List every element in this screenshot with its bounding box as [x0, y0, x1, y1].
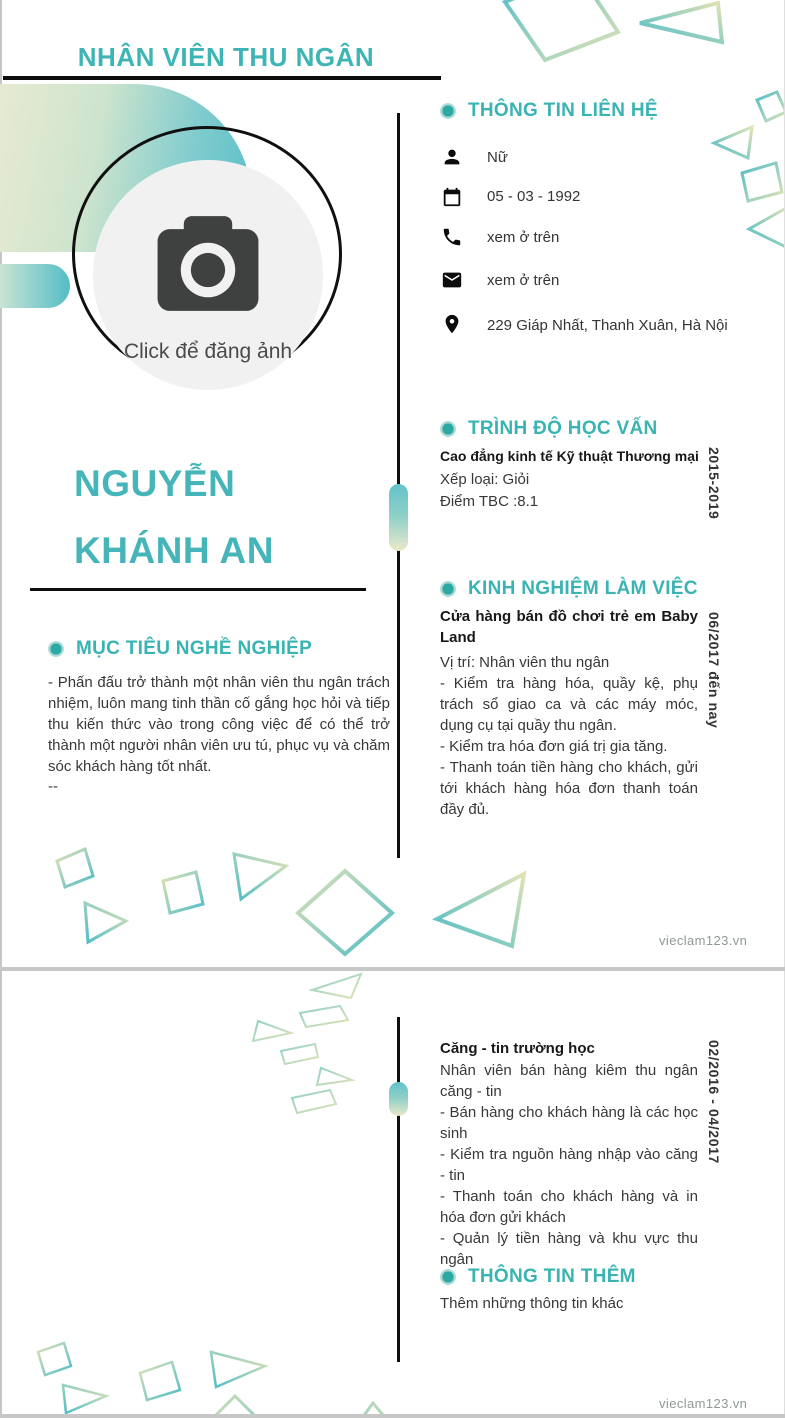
experience-line: - Bán hàng cho khách hàng là các học sinh: [440, 1104, 698, 1142]
experience-line: - Kiểm tra hàng hóa, quầy kệ, phụ trách sổ giao ca và các máy móc, dụng cụ tại quầy thu ngân.: [440, 675, 698, 734]
section-education-header: [440, 418, 658, 440]
email-icon: [441, 269, 463, 291]
section-bullet-icon: [440, 1269, 456, 1285]
watermark: vieclam123.vn: [659, 1396, 748, 1411]
divider-capsule-page2: [389, 1082, 408, 1116]
section-bullet-icon: [440, 103, 456, 119]
phone-icon: [441, 226, 463, 248]
title-underline: [3, 76, 441, 80]
experience-line: - Kiểm tra hóa đơn giá trị gia tăng.: [440, 738, 668, 755]
education-period[interactable]: 2015-2019: [706, 447, 722, 520]
section-contact-title: THÔNG TIN LIÊN HỆ: [468, 100, 658, 121]
section-additional-header: [440, 1266, 636, 1288]
section-bullet-icon: [440, 421, 456, 437]
decor-shapes-top-page2: [20, 972, 400, 1152]
page-edge-bottom: [0, 1414, 785, 1418]
watermark: vieclam123.vn: [659, 933, 748, 948]
section-objective-header: [48, 638, 312, 660]
education-rank[interactable]: Xếp loại: Giỏi: [440, 471, 530, 488]
experience-period[interactable]: 06/2017 đến nay: [706, 612, 722, 729]
experience-line: - Thanh toán tiền hàng cho khách, gửi tới khách hàng hóa đơn thanh toán đầy đủ.: [440, 759, 698, 818]
person-icon: [441, 146, 463, 168]
section-additional-title: THÔNG TIN THÊM: [468, 1266, 636, 1287]
section-objective-title: MỤC TIÊU NGHỀ NGHIỆP: [76, 638, 313, 659]
photo-upload-button[interactable]: [93, 160, 323, 390]
calendar-icon: [441, 186, 463, 208]
contact-email[interactable]: xem ở trên: [487, 272, 560, 289]
additional-text[interactable]: Thêm những thông tin khác: [440, 1295, 624, 1312]
section-bullet-icon: [48, 641, 64, 657]
candidate-name-line1: NGUYỄN: [74, 463, 236, 504]
contact-birthdate[interactable]: 05 - 03 - 1992: [487, 188, 581, 205]
experience-line: - Thanh toán cho khách hàng và in hóa đơn gửi khách: [440, 1188, 698, 1226]
location-icon: [441, 313, 463, 335]
page-break: [0, 967, 785, 971]
experience-employer[interactable]: Cửa hàng bán đồ chơi trẻ em Baby Land: [440, 608, 698, 646]
candidate-name[interactable]: [74, 450, 274, 584]
objective-trailer[interactable]: --: [48, 778, 58, 795]
decor-pill: [0, 264, 70, 308]
contact-address[interactable]: 229 Giáp Nhất, Thanh Xuân, Hà Nội: [487, 317, 728, 334]
contact-gender[interactable]: Nữ: [487, 149, 508, 166]
education-gpa[interactable]: Điểm TBC :8.1: [440, 493, 539, 510]
objective-text[interactable]: - Phấn đấu trở thành một nhân viên thu ngân trách nhiệm, luôn mang tinh thần cố gắng học hỏi và tiếp thu kiến thức vào trong công việc để có thể trở thành một người nhân viên ưu tú, phục vụ và chăm sóc khách hàng tốt nhất.: [48, 674, 390, 775]
experience-line: - Quản lý tiền hàng và khu vực thu ngân: [440, 1230, 698, 1268]
divider-line-page2: [397, 1017, 400, 1362]
job-title[interactable]: NHÂN VIÊN THU NGÂN: [77, 42, 375, 72]
decor-shapes-bottom-page2: [25, 1330, 455, 1418]
experience-line: - Kiểm tra nguồn hàng nhập vào căng - tin: [440, 1146, 698, 1184]
experience-period[interactable]: 02/2016 - 04/2017: [706, 1040, 722, 1164]
education-school[interactable]: Cao đẳng kinh tế Kỹ thuật Thương mại: [440, 448, 699, 464]
photo-upload-label: Click để đăng ảnh: [123, 340, 293, 363]
contact-phone[interactable]: xem ở trên: [487, 229, 560, 246]
section-contact-header: [440, 100, 658, 122]
experience-details[interactable]: [440, 1060, 698, 1270]
experience-employer[interactable]: Căng - tin trường học: [440, 1040, 595, 1057]
section-education-title: TRÌNH ĐỘ HỌC VẤN: [468, 418, 658, 439]
experience-line: Vị trí: Nhân viên thu ngân: [440, 654, 610, 671]
decor-shapes-top-right: [480, 0, 785, 260]
section-experience-title: KINH NGHIỆM LÀM VIỆC: [468, 578, 698, 599]
experience-details[interactable]: [440, 652, 698, 820]
experience-line: Nhân viên bán hàng kiêm thu ngân căng - tin: [440, 1062, 698, 1100]
candidate-name-line2: KHÁNH AN: [74, 530, 274, 571]
section-experience-header: [440, 578, 698, 600]
decor-shapes-bottom-page1: [40, 840, 540, 962]
divider-capsule-page1: [389, 484, 408, 551]
section-bullet-icon: [440, 581, 456, 597]
name-underline: [30, 588, 366, 591]
camera-icon: [142, 208, 274, 324]
